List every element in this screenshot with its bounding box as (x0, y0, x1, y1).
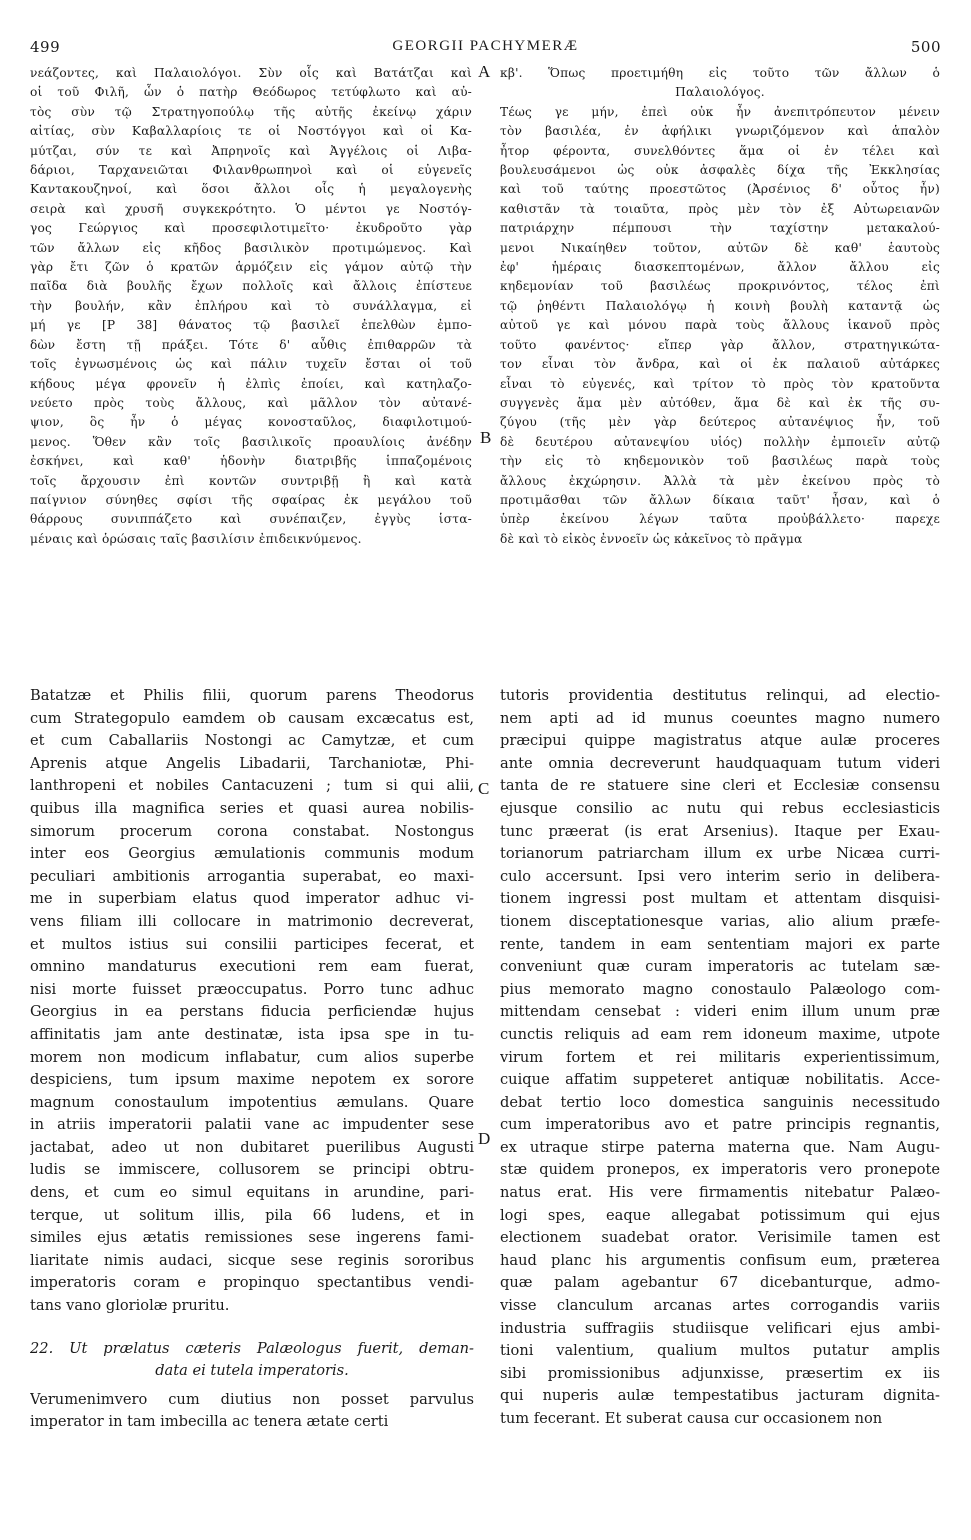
text-line: ἐφ' ἡμέραις διασκεπτομένων, ἄλλον ἄλλου εἰς (500, 260, 940, 275)
margin-letter-b: B (480, 428, 492, 447)
text-line: tunc præerat (is erat Arsenius). Itaque per Exau- (500, 822, 940, 840)
text-line: lanthropeni et nobiles Cantacuzeni ; tum si qui alii, (30, 777, 474, 795)
text-line: βουλευσάμενοι ὡς οὐκ ἀσφαλὲς δίχα τῆς Ἐκκλησίας (500, 163, 940, 178)
latin-chapter-title (30, 1338, 474, 1383)
latin-left-body (30, 685, 474, 1318)
text-line: in atriis imperatorii palatii vane ac impudenter sese (30, 1116, 474, 1134)
text-line: ψιον, ὃς ἦν ὁ μέγας κονοσταῦλος, διαφιλοτιμού- (30, 415, 472, 430)
text-line: νεάζοντες, καὶ Παλαιολόγοι. Σὺν οἷς καὶ Βατάτζαι καὶ (30, 66, 472, 80)
text-line: κβ'. Ὅπως προετιμήθη εἰς τοῦτο τῶν ἄλλων ὁ (500, 66, 940, 80)
text-line: συγγενὲς ἅμα μὲν αὐτόθεν, ἅμα δὲ καὶ ἐκ τῆς συ- (500, 395, 940, 410)
text-line: sibi promissionibus adjunxisse, præsertim ex iis (500, 1364, 940, 1382)
text-line: τὸν βασιλέα, ἐν ἀφήλικι γνωριζόμενον καὶ ἁπαλὸν (500, 124, 940, 139)
text-line: debat tertio loco domestica sanguinis necessitudo (500, 1093, 940, 1111)
text-line: οἱ τοῦ Φιλῆ, ὧν ὁ πατὴρ Θεόδωρος τετύφλωτο καὶ αὐ- (30, 85, 472, 100)
text-line: et cum Caballariis Nostongi ac Camytzæ, et cum (30, 732, 474, 750)
text-line: μενοι Νικαίηθεν τοῦτον, αὐτῶν δὲ καθ' ἑαυτοὺς (500, 240, 940, 255)
text-line: ἄλλους ἐκχώρησιν. Ἀλλὰ τὰ μὲν ἐκείνου πρὸς τὸ (500, 473, 940, 488)
text-line: natus erat. His vere firmamentis nitebatur Palæo- (500, 1184, 940, 1202)
text-line: similes ejus ætatis remissiones sese ingerens fami- (30, 1229, 474, 1247)
text-line: omnino mandaturus executioni rem eam fuerat, (30, 958, 474, 976)
text-line: cum Strategopulo eamdem ob causam excæcatus est, (30, 709, 474, 727)
text-line: δάριοι, Ταρχανειῶται Φιλανθρωπηνοὶ καὶ οἱ εὐγενεῖς (30, 163, 472, 178)
text-line: ὑπὲρ ἐκείνου λέγων ταῦτα προὐβάλλετο· παρεχε (500, 512, 940, 527)
text-line: me in superbiam elatus quod imperator adhuc vi- (30, 890, 474, 908)
text-line: κηδεμονίαν τοῦ βασιλέως προκρινόντος, τέλος ἐπὶ (500, 279, 940, 294)
text-line: ζύγου (τῆς μὲν γὰρ δεύτερος αὐτανέψιος ἦν, τοῦ (500, 415, 940, 430)
text-line: tutoris providentia destitutus relinqui, ad electio- (500, 687, 940, 704)
text-line: τὸς σὺν τῷ Στρατηγοπούλῳ τῆς αὐτῆς ἐκείνῳ χάριν (30, 104, 472, 119)
text-line: tum fecerant. Et suberat causa cur occasionem non (500, 1410, 883, 1427)
greek-text-right-column (500, 64, 940, 549)
text-line: tans vano gloriolæ pruritu. (30, 1297, 230, 1315)
text-line: ludis se immiscere, collusorem se principi obtru- (30, 1161, 474, 1179)
text-line: stæ quidem pronepos, ex imperatoris vero pronepote (500, 1161, 940, 1179)
text-line: tanta de re statuere sine cleri et Ecclesiæ consensu (500, 777, 940, 795)
text-line: πατριάρχην πέμπουσι τὴν ταχίστην μετακαλού- (500, 221, 940, 236)
margin-letter-a: A (478, 62, 491, 81)
latin-text-right-column (500, 685, 940, 1431)
text-line: Τέως γε μήν, ἐπεὶ οὐκ ἦν ἀνεπιτρόπευτον μένειν (500, 104, 940, 119)
text-line: vens filiam illi collocare in matrimonio decreverat, (30, 912, 474, 930)
page-number-left: 499 (30, 38, 61, 56)
text-line: Aprenis atque Angelis Libadarii, Tarchaniotæ, Phi- (30, 754, 474, 772)
text-line: τοῖς ἐγνωσμένοις ὡς καὶ πάλιν τυχεῖν ἔσται οἱ τοῦ (30, 357, 472, 372)
text-line: pius memorato magno conostaulo Palæologo com- (500, 980, 940, 998)
text-line: mittendam censebat : videri enim illum unum præ (500, 1003, 940, 1021)
text-line: μενος. Ὅθεν κἂν τοῖς βασιλικοῖς προαυλίοις ἀνέδην (30, 434, 472, 449)
text-line: ex utraque stirpe paterna materna que. Nam Augu- (500, 1138, 940, 1156)
text-line: peculiari ambitionis arrogantia superabat, eo maxi- (30, 867, 474, 885)
text-line: jactabat, adeo ut non dubitaret puerilibus Augusti (30, 1138, 474, 1156)
text-line: θάρρους συνιππάζετο καὶ συνέπαιζεν, ἐγγὺς ἱστα- (30, 512, 472, 527)
text-line: τῶν ἄλλων εἰς κῆδος βασιλικὸν προτιμώμενος. Καὶ (30, 240, 472, 255)
greek-chapter-title (500, 64, 940, 103)
text-line: data ei tutela imperatoris. (155, 1362, 349, 1380)
margin-letter-d: D (478, 1129, 491, 1148)
text-line: logi spes, eaque allegabat potissimum qui ejus (500, 1206, 940, 1224)
text-line: liaritate nimis audaci, sicque sese reginis sororibus (30, 1251, 474, 1269)
text-line: παίγνιον σύνηθες σφίσι τῆς σφαίρας ἐκ μεγάλου τοῦ (30, 492, 472, 507)
text-line: virum fortem et rei militaris experientissimum, (500, 1048, 940, 1066)
text-line: tionem ingressi post multam et attentam disquisi- (500, 890, 940, 908)
text-line: γὰρ ἔτι ζῶν ὁ κρατῶν ἁρμόζειν εἰς γάμον αὐτῷ τὴν (30, 260, 472, 275)
text-line: tioni valentium, qualium multos putatur amplis (500, 1342, 940, 1360)
text-line: imperatoris coram e propinquo spectantibus vendi- (30, 1274, 474, 1292)
text-line: nem apti ad id munus coeuntes magno numero (500, 709, 940, 727)
text-line: Verumenimvero cum diutius non posset parvulus (30, 1390, 474, 1408)
page-number-right: 500 (910, 38, 941, 56)
text-line: dens, et cum eo simul equitans in arundine, pari- (30, 1184, 474, 1202)
text-line: quæ palam agebantur 67 dicebanturque, admo- (500, 1274, 940, 1292)
greek-right-body (500, 103, 940, 549)
text-line: σειρὰ καὶ χρυσῆ συγκεκρότητο. Ὁ μέντοι γε Νοστόγ- (30, 201, 472, 216)
text-line: καθιστᾶν τὰ τοιαῦτα, πρὸς μὲν τὸν ἐξ Αὐτωρειανῶν (500, 201, 940, 216)
text-line: rente, tandem in eam sententiam majori ex parte (500, 935, 940, 953)
text-line: τὴν εἰς τὸ κηδεμονικὸν τοῦ βασιλέως παρὰ τοὺς (500, 454, 940, 469)
latin-left-tail (30, 1389, 474, 1434)
text-line: magnum conostaulum impotentius æmulans. Quare (30, 1093, 474, 1111)
latin-text-left-column (30, 685, 474, 1434)
text-line: morem non modicum inflabatur, cum alios superbe (30, 1048, 474, 1066)
text-line: Καντακουζηνοί, καὶ ὅσοι ἄλλοι οἷς ἡ μεγαλογενὴς (30, 182, 472, 197)
text-line: καὶ τοῦ ταύτης προεστῶτος (Ἀρσένιος δ' οὗτος ἦν) (500, 182, 940, 197)
text-line: τοῦτο φανέντος· εἴπερ γὰρ ἄλλον, στρατηγικώτα- (500, 337, 940, 352)
text-line: cuique affatim suppeteret antiquæ nobilitatis. Acce- (500, 1071, 940, 1089)
text-line: αἰτίας, σὺν Καβαλλαρίοις τε οἱ Νοστόγγοι καὶ οἱ Κα- (30, 124, 472, 139)
text-line: terque, ut solitum illis, pila 66 ludens, et in (30, 1206, 474, 1224)
text-line: ἦτορ φέροντα, συνελθόντες ἅμα οἱ ἐν τέλει καὶ (500, 143, 940, 158)
text-line: qui nuperis aulæ tempestatibus jacturam dignita- (500, 1387, 940, 1405)
text-line: γος Γεώργιος καὶ προσεφιλοτιμεῖτο· ἐκυδροῦτο γὰρ (30, 221, 472, 236)
text-line: cunctis reliquis ad eam rem idoneum maxime, utpote (500, 1025, 940, 1043)
text-line: δὼν ἔστη τῇ πράξει. Τότε δ' αὖθις ἐπιθαρρῶν τὰ (30, 337, 472, 352)
text-line: Georgius in ea perstans fiducia perficiendæ hujus (30, 1003, 474, 1021)
text-line: αὐτοῦ γε καὶ μόνου παρὰ τοὺς ἄλλους ἱκανοῦ πρὸς (500, 318, 940, 333)
greek-text-left-column (30, 64, 472, 549)
text-line: δὲ καὶ τὸ εἰκὸς ἐννοεῖν ὡς κἀκεῖνος τὸ πρᾶγμα (500, 531, 803, 546)
text-line: imperator in tam imbecilla ac tenera ætate certi (30, 1413, 389, 1431)
text-line: conveniunt quæ curam imperatoris ac tutelam sæ- (500, 958, 940, 976)
text-line: μύτζαι, σύν τε καὶ Ἀπρηνοῖς καὶ Ἀγγέλοις οἱ Λιβα- (30, 143, 472, 158)
text-line: μή γε [P 38] θάνατος τῷ βασιλεῖ ἐπελθὼν ἐμπο- (30, 318, 472, 333)
margin-letter-c: C (478, 779, 490, 798)
text-line: præcipui quippe magistratus atque aulæ proceres (500, 732, 940, 750)
text-line: inter eos Georgius æmulationis communis modum (30, 845, 474, 863)
text-line: 22. Ut prælatus cæteris Palæologus fuerit, deman- (30, 1339, 474, 1357)
text-line: τῷ ῥηθέντι Παλαιολόγῳ ἡ κοινὴ βουλὴ καταντᾷ ὡς (500, 298, 940, 313)
text-line: electionem suadebat orator. Verisimile tamen est (500, 1229, 940, 1247)
text-line: industria suffragiis studiisque velificari ejus ambi- (500, 1319, 940, 1337)
text-line: μέναις καὶ ὁρώσαις ταῖς βασιλίσιν ἐπιδεικνύμενος. (30, 531, 362, 546)
text-line: ejusque consilio ac nutu qui rebus ecclesiasticis (500, 799, 940, 817)
text-line: simorum procerum corona constabat. Nostongus (30, 822, 474, 840)
text-line: cum imperatoribus avo et patre principis regnantis, (500, 1116, 940, 1134)
text-line: culo accersunt. Ipsi vero interim serio in delibera- (500, 867, 940, 885)
text-line: τὴν βουλήν, κἂν ἐπλήρου καὶ τὸ συνάλλαγμα, εἰ (30, 298, 472, 313)
text-line: despiciens, tum ipsum maxime nepotem ex sorore (30, 1071, 474, 1089)
text-line: haud planc his argumentis confisum eum, præterea (500, 1251, 940, 1269)
text-line: τον εἶναι τὸν ἄνδρα, καὶ οἱ ἐκ παλαιοῦ αὐτάρκες (500, 357, 940, 372)
text-line: τοῖς ἄρχουσιν ἐπὶ κοντῶν συντριβῇ ἢ καὶ κατὰ (30, 473, 472, 488)
text-line: ante omnia decreverunt haudquaquam tutum videri (500, 754, 940, 772)
text-line: Παλαιολόγος. (675, 85, 765, 100)
text-line: νεύετο πρὸς τοὺς ἄλλους, καὶ μᾶλλον τὸν αὐτανέ- (30, 395, 472, 410)
text-line: nisi morte fuisset præoccupatus. Porro tunc adhuc (30, 980, 474, 998)
text-line: quibus illa magnifica series et quasi aurea nobilis- (30, 799, 474, 817)
text-line: παῖδα διὰ βουλῆς ἔχων πολλοῖς καὶ ἄλλοις ἐπίστευε (30, 279, 472, 294)
text-line: δὲ δευτέρου αὐτανεψίου υἱός) πολλὴν ἐμποιεῖν αὐτῷ (500, 434, 940, 449)
text-line: ἐσκήνει, καὶ καθ' ἡδονὴν διατριβῆς ἱππαζομένοις (30, 454, 472, 469)
running-title: GEORGII PACHYMERÆ (392, 38, 579, 54)
text-line: affinitatis jam ante destinatæ, ista ipsa spe in tu- (30, 1025, 474, 1043)
text-line: προτιμᾶσθαι τῶν ἄλλων δίκαια ταῦτ' ἦσαν, καὶ ὁ (500, 492, 940, 507)
text-line: κήδους μέγα φρονεῖν ἡ ἐλπὶς ἐποίει, καὶ κατηλαζο- (30, 376, 472, 391)
text-line: visse clanculum arcanas artes corrogandis variis (500, 1297, 940, 1315)
text-line: Batatzæ et Philis filii, quorum parens Theodorus (30, 687, 474, 704)
text-line: εἶναι τὸ εὐγενές, καὶ τρίτον τὸ πρὸς τὸν κρατοῦντα (500, 376, 940, 391)
text-line: et multos istius sui consilii participes fecerat, et (30, 935, 474, 953)
text-line: torianorum patriarcham illum ex urbe Nicæa curri- (500, 845, 940, 863)
text-line: tionem disceptationesque varias, alio alium præfe- (500, 912, 940, 930)
